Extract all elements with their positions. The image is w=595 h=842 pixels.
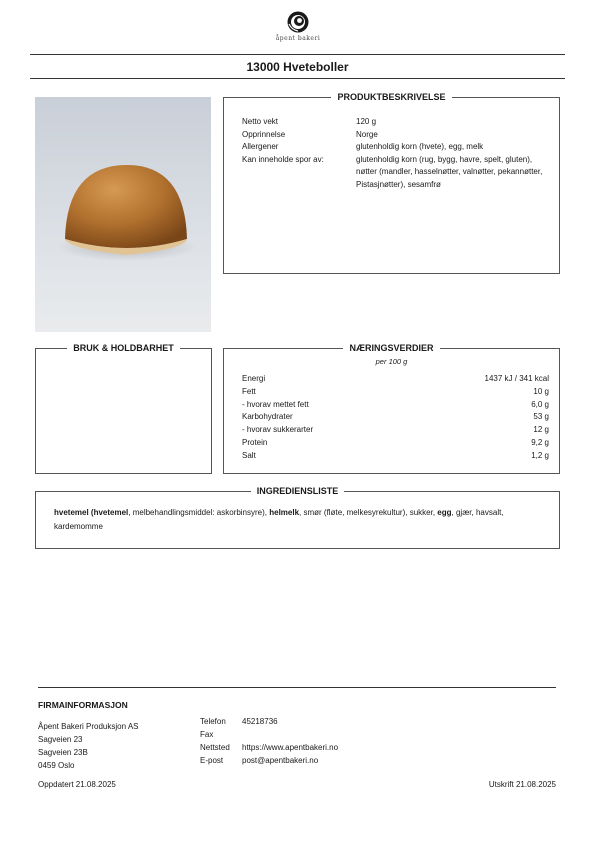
usage-storage-box [35, 343, 212, 474]
nutrition-table [242, 373, 549, 463]
nutrition-label: Fett [242, 386, 256, 396]
logo-wordmark: åpent bakeri [275, 35, 321, 42]
nutrition-row [242, 399, 549, 412]
description-value: glutenholdig korn (hvete), egg, melk [356, 142, 484, 151]
product-photo [35, 97, 211, 332]
nutrition-value: 1,2 g [531, 450, 549, 460]
nutrition-label: Protein [242, 437, 268, 447]
nutrition-heading: NÆRINGSVERDIER [343, 343, 439, 353]
contact-label: Fax [200, 730, 214, 739]
contact-row [200, 741, 338, 754]
nutrition-label: Karbohydrater [242, 412, 293, 422]
ingredients-text [54, 506, 547, 533]
usage-storage-heading: BRUK & HOLDBARHET [67, 343, 180, 353]
nutrition-value: 6,0 g [531, 399, 549, 409]
footer-divider [38, 687, 556, 688]
header-divider-top [30, 54, 565, 55]
nutrition-row [242, 424, 549, 437]
header-divider-bottom [30, 78, 565, 79]
contact-row [200, 754, 338, 767]
ingredients-box [35, 486, 560, 549]
company-address-line: Sagveien 23 [38, 735, 83, 744]
description-label: Netto vekt [242, 117, 279, 126]
nutrition-value: 53 g [533, 412, 549, 422]
ingredient-part: hvetemel ( [54, 508, 94, 517]
product-description-list [242, 116, 547, 191]
company-heading: FIRMAINFORMASJON [38, 700, 128, 710]
nutrition-row [242, 373, 549, 386]
ingredient-part: egg [437, 508, 452, 517]
company-contacts [200, 715, 338, 767]
phone-value: 45218736 [242, 717, 278, 726]
nutrition-label: Salt [242, 450, 256, 460]
contact-row [200, 715, 338, 728]
ingredients-heading: INGREDIENSLISTE [251, 486, 345, 496]
nutrition-row [242, 450, 549, 463]
description-label: Kan inneholde spor av: [242, 154, 324, 164]
company-logo [270, 10, 326, 50]
nutrition-label: Energi [242, 374, 266, 383]
ingredient-part: , gjær, havsalt, kardemomme [54, 508, 504, 531]
nutrition-value: 10 g [533, 386, 549, 396]
description-row [242, 154, 547, 192]
spiral-logo-icon [286, 10, 310, 34]
nutrition-value: 12 g [533, 425, 549, 435]
nutrition-row [242, 386, 549, 399]
company-name: Åpent Bakeri Produksjon AS [38, 722, 139, 731]
description-value: Norge [356, 129, 378, 139]
ingredient-part: , melbehandlingsmiddel: askorbinsyre), [128, 508, 270, 517]
printed-date: Utskrift 21.08.2025 [488, 780, 556, 789]
product-title: 13000 Hveteboller [246, 60, 349, 74]
nutrition-row [242, 411, 549, 424]
contact-label: Telefon [200, 717, 226, 726]
contact-row [200, 728, 338, 741]
email-link[interactable]: post@apentbakeri.no [242, 756, 319, 765]
description-label: Allergener [242, 142, 279, 151]
nutrition-value: 1437 kJ / 341 kcal [484, 374, 549, 383]
nutrition-label: - hvorav mettet fett [242, 399, 309, 409]
product-description-heading: PRODUKTBESKRIVELSE [331, 92, 451, 102]
company-address [38, 720, 139, 772]
contact-label: E-post [200, 756, 224, 765]
description-value: 120 g [356, 117, 377, 126]
company-postal: 0459 Oslo [38, 761, 75, 770]
description-label: Opprinnelse [242, 129, 286, 139]
description-row [242, 141, 547, 154]
nutrition-row [242, 437, 549, 450]
company-address-line: Sagveien 23B [38, 748, 88, 757]
updated-date: Oppdatert 21.08.2025 [38, 780, 116, 789]
nutrition-box [223, 343, 560, 474]
description-row [242, 116, 547, 129]
ingredient-part: , smør (fløte, melkesyrekultur), sukker, [299, 508, 438, 517]
ingredient-part: hvetemel [93, 508, 129, 517]
nutrition-per-note: per 100 g [375, 357, 408, 366]
nutrition-value: 9,2 g [531, 437, 549, 447]
product-description-box [223, 92, 560, 274]
contact-label: Nettsted [200, 743, 230, 752]
description-row [242, 129, 547, 142]
ingredient-part: helmelk [269, 508, 300, 517]
website-link[interactable]: https://www.apentbakeri.no [242, 743, 339, 752]
nutrition-label: - hvorav sukkerarter [242, 425, 314, 435]
description-value: glutenholdig korn (rug, bygg, havre, spelt, gluten), nøtter (mandler, hasselnøtter, valnøtter, pekannøtter, Pistasjnøtter), sesamfrø [356, 154, 543, 189]
